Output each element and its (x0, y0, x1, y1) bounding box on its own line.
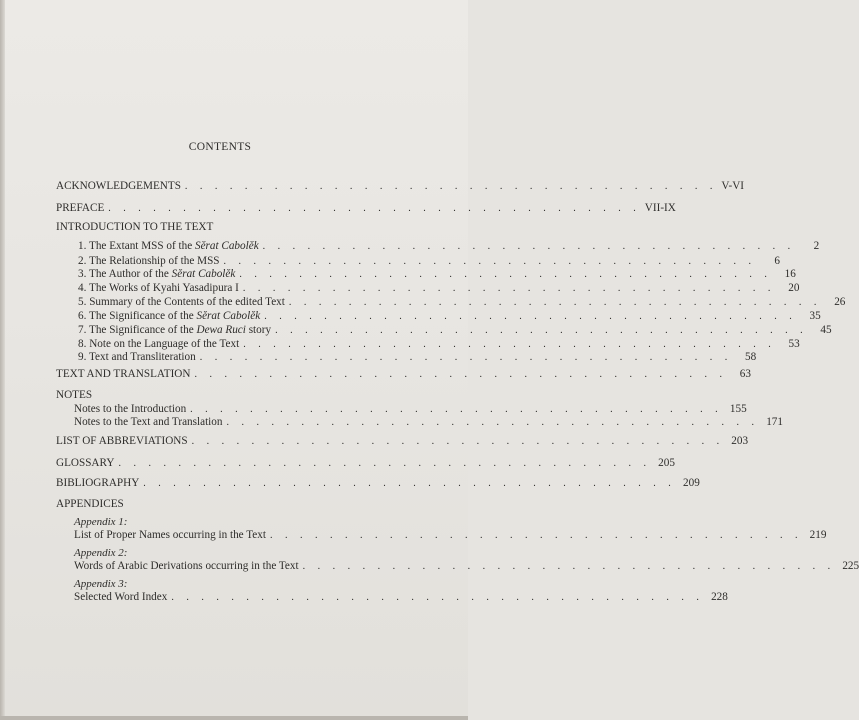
toc-subentry (74, 416, 783, 430)
toc-subentry (78, 351, 757, 365)
toc-entry-label: TEXT AND TRANSLATION (56, 368, 191, 380)
toc-subentry (78, 324, 832, 338)
toc-entry-page: 203 (731, 435, 749, 447)
toc-entry-page: 209 (683, 477, 700, 489)
appendix-title: Appendix 3: (74, 578, 128, 590)
toc-subentry (78, 240, 820, 254)
toc-subentry (78, 296, 846, 310)
toc-subentry-page: 225 (842, 560, 859, 572)
toc-subentry-page: 6 (774, 255, 781, 267)
toc-subentry (74, 403, 747, 417)
toc-subentry-label: 6. The Significance of the Sĕrat Cabolĕk (78, 310, 261, 322)
toc-subentry-page: 219 (809, 529, 827, 541)
dot-leader: . . . . . . . . . . . . . . . . . . . . . . . . . . . . . . . . . . . . (239, 269, 772, 280)
toc-subentry-label: 3. The Author of the Sĕrat Cabolĕk (78, 268, 236, 280)
toc-subentry (78, 268, 796, 282)
toc-entry-page: 63 (739, 368, 751, 380)
toc-subentry-page: 155 (729, 403, 747, 415)
toc-entry-acknowledgements (56, 180, 745, 194)
toc-subentry-page: 2 (813, 240, 820, 252)
toc-entry-page: 205 (658, 457, 675, 469)
toc-entry-glossary (56, 457, 675, 471)
toc-entry-text-translation (56, 368, 751, 382)
toc-entry-label: LIST OF ABBREVIATIONS (56, 435, 188, 447)
toc-entry-label: BIBLIOGRAPHY (56, 477, 140, 489)
contents-title: CONTENTS (188, 141, 252, 153)
toc-subentry-page: 20 (788, 282, 800, 294)
toc-entry-bibliography (56, 477, 700, 491)
toc-subentry (78, 282, 800, 296)
toc-subentry-label: 1. The Extant MSS of the Sĕrat Cabolĕk (78, 240, 259, 252)
toc-entry-label: PREFACE (56, 202, 105, 214)
dot-leader: . . . . . . . . . . . . . . . . . . . . . . . . . . . . . . . . . . . . (288, 297, 822, 308)
dot-leader: . . . . . . . . . . . . . . . . . . . . . . . . . . . . . . . . . . . . (269, 530, 803, 541)
dot-leader: . . . . . . . . . . . . . . . . . . . . . . . . . . . . . . . . . . . . (171, 592, 704, 603)
appendix-title: Appendix 1: (74, 516, 128, 528)
dot-leader: . . . . . . . . . . . . . . . . . . . . . . . . . . . . . . . . . . . . (242, 283, 776, 294)
toc-subentry (78, 338, 800, 352)
dot-leader: . . . . . . . . . . . . . . . . . . . . . . . . . . . . . . . . . . . . (199, 352, 733, 363)
toc-subentry-page: 26 (834, 296, 846, 308)
toc-subentry-page: 58 (745, 351, 757, 363)
dot-leader: . . . . . . . . . . . . . . . . . . . . . . . . . . . . . . . . . . . . (194, 369, 727, 380)
dot-leader: . . . . . . . . . . . . . . . . . . . . . . . . . . . . . . . . . . . . (223, 256, 757, 267)
toc-subentry-label: Words of Arabic Derivations occurring in the Text (74, 560, 299, 572)
appendix-title: Appendix 2: (74, 547, 128, 559)
dot-leader: . . . . . . . . . . . . . . . . . . . . . . . . . . . . . . . . . . . . (275, 325, 808, 336)
dot-leader: . . . . . . . . . . . . . . . . . . . . . . . . . . . . . . . . . . . . (108, 203, 641, 214)
toc-subentry-label: 4. The Works of Kyahi Yasadipura I (78, 282, 239, 294)
toc-subentry-label: 5. Summary of the Contents of the edited Text (78, 296, 285, 308)
toc-subentry-page: 228 (711, 591, 728, 603)
dot-leader: . . . . . . . . . . . . . . . . . . . . . . . . . . . . . . . . . . . . (143, 478, 676, 489)
section-heading-appendices: APPENDICES (56, 498, 124, 510)
dot-leader: . . . . . . . . . . . . . . . . . . . . . . . . . . . . . . . . . . . . (190, 404, 723, 415)
toc-subentry-page: 171 (766, 416, 783, 428)
toc-subentry-label: List of Proper Names occurring in the Text (74, 529, 266, 541)
toc-subentry (74, 529, 827, 543)
dot-leader: . . . . . . . . . . . . . . . . . . . . . . . . . . . . . . . . . . . . (184, 181, 718, 192)
toc-subentry (78, 255, 781, 269)
toc-entry-page: V-VI (721, 180, 745, 192)
toc-entry-label: ACKNOWLEDGEMENTS (56, 180, 181, 192)
dot-leader: . . . . . . . . . . . . . . . . . . . . . . . . . . . . . . . . . . . . (264, 311, 797, 322)
toc-subentry-label: 7. The Significance of the Dewa Ruci story (78, 324, 272, 336)
toc-subentry-page: 35 (809, 310, 821, 322)
toc-subentry (74, 591, 728, 605)
toc-entry-page: VII-IX (644, 202, 676, 214)
section-heading-notes: NOTES (56, 389, 93, 401)
toc-subentry-label: Selected Word Index (74, 591, 168, 603)
page-edge-shadow (0, 0, 5, 720)
dot-leader: . . . . . . . . . . . . . . . . . . . . . . . . . . . . . . . . . . . . (191, 436, 725, 447)
toc-subentry-label: 9. Text and Transliteration (78, 351, 196, 363)
toc-entry-preface (56, 202, 676, 216)
toc-subentry-label: Notes to the Text and Translation (74, 416, 223, 428)
toc-subentry-page: 53 (788, 338, 800, 350)
toc-subentry (74, 560, 859, 574)
dot-leader: . . . . . . . . . . . . . . . . . . . . . . . . . . . . . . . . . . . . (226, 417, 759, 428)
toc-entry-label: GLOSSARY (56, 457, 115, 469)
toc-subentry-label: 8. Note on the Language of the Text (78, 338, 240, 350)
toc-subentry (78, 310, 821, 324)
section-heading-introduction: INTRODUCTION TO THE TEXT (56, 221, 214, 233)
dot-leader: . . . . . . . . . . . . . . . . . . . . . . . . . . . . . . . . . . . . (118, 458, 651, 469)
dot-leader: . . . . . . . . . . . . . . . . . . . . . . . . . . . . . . . . . . . . (262, 241, 796, 252)
dot-leader: . . . . . . . . . . . . . . . . . . . . . . . . . . . . . . . . . . . . (243, 339, 776, 350)
toc-subentry-page: 45 (820, 324, 832, 336)
page-bottom-edge (0, 716, 468, 720)
toc-subentry-page: 16 (784, 268, 796, 280)
toc-subentry-label: Notes to the Introduction (74, 403, 187, 415)
toc-entry-abbreviations (56, 435, 749, 449)
dot-leader: . . . . . . . . . . . . . . . . . . . . . . . . . . . . . . . . . . . . (302, 561, 836, 572)
toc-subentry-label: 2. The Relationship of the MSS (78, 255, 220, 267)
